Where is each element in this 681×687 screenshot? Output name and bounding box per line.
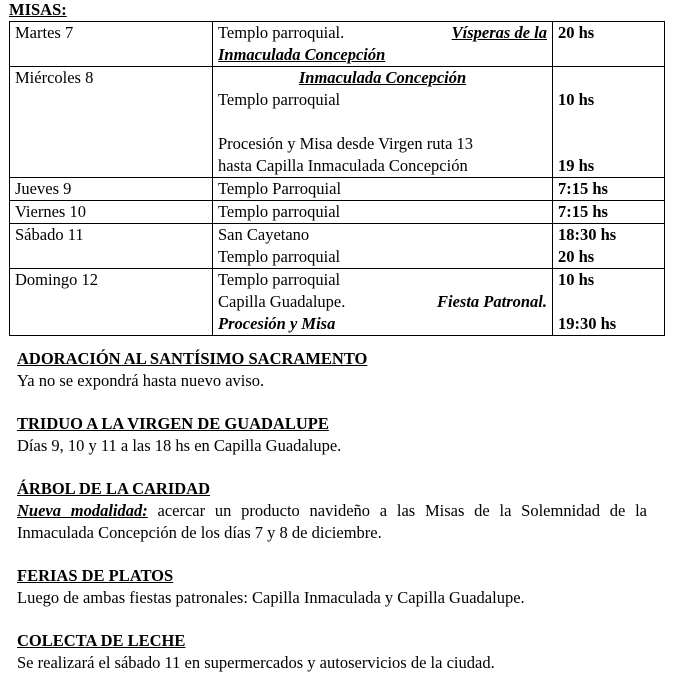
place-cell	[213, 269, 553, 336]
place-text: Templo parroquial	[218, 90, 341, 109]
table-row	[10, 269, 665, 336]
section-heading: COLECTA DE LECHE	[17, 631, 186, 650]
place-cell: Templo parroquial	[213, 201, 553, 224]
table-row	[10, 178, 665, 201]
place-text: Templo parroquial	[218, 247, 341, 266]
event-name: Procesión y Misa	[218, 314, 336, 333]
place-cell	[213, 22, 553, 67]
day-cell: Viernes 10	[10, 201, 213, 224]
table-row	[10, 67, 665, 178]
section-lead: Nueva modalidad:	[17, 501, 148, 520]
section-colecta	[17, 630, 647, 674]
section-heading: ADORACIÓN AL SANTÍSIMO SACRAMENTO	[17, 349, 368, 368]
place-text: Templo parroquial.	[218, 23, 345, 42]
section-adoracion	[17, 348, 647, 392]
time-cell	[553, 67, 665, 178]
section-ferias	[17, 565, 647, 609]
section-text	[17, 500, 647, 544]
time-cell	[553, 224, 665, 269]
table-row	[10, 22, 665, 67]
section-triduo	[17, 413, 647, 457]
place-cell	[213, 67, 553, 178]
place-text: Capilla Guadalupe.	[218, 292, 346, 311]
time-text: 20 hs	[558, 247, 595, 266]
time-text: 10 hs	[558, 90, 595, 109]
time-cell: 7:15 hs	[553, 178, 665, 201]
time-text: 10 hs	[558, 270, 595, 289]
section-body: acercar un producto navideño a las Misas de la Solemnidad de la Inmaculada Concepción de los días 7 y 8 de diciembre.	[17, 501, 647, 542]
section-text: Días 9, 10 y 11 a las 18 hs en Capilla Guadalupe.	[17, 436, 342, 455]
misas-table	[9, 21, 665, 336]
place-text: Procesión y Misa desde Virgen ruta 13	[218, 134, 474, 153]
day-cell: Martes 7	[10, 22, 213, 67]
time-text: 19 hs	[558, 156, 595, 175]
event-name: Vísperas de la	[451, 23, 547, 42]
section-text: Luego de ambas fiestas patronales: Capilla Inmaculada y Capilla Guadalupe.	[17, 588, 525, 607]
table-row	[10, 201, 665, 224]
event-heading: Inmaculada Concepción	[298, 68, 467, 87]
section-heading: ÁRBOL DE LA CARIDAD	[17, 479, 210, 498]
section-heading: TRIDUO A LA VIRGEN DE GUADALUPE	[17, 414, 329, 433]
place-cell	[213, 224, 553, 269]
time-text: 18:30 hs	[558, 225, 617, 244]
section-text: Ya no se expondrá hasta nuevo aviso.	[17, 371, 265, 390]
time-text: 19:30 hs	[558, 314, 617, 333]
place-cell: Templo Parroquial	[213, 178, 553, 201]
section-arbol	[17, 478, 647, 544]
misas-title: MISAS:	[9, 0, 67, 19]
time-cell: 7:15 hs	[553, 201, 665, 224]
place-text: San Cayetano	[218, 225, 310, 244]
event-name: Fiesta Patronal.	[436, 292, 547, 311]
day-cell: Sábado 11	[10, 224, 213, 269]
place-text: Templo parroquial	[218, 270, 341, 289]
section-text: Se realizará el sábado 11 en supermercados y autoservicios de la ciudad.	[17, 653, 495, 672]
event-name: Inmaculada Concepción	[218, 45, 386, 64]
time-cell: 20 hs	[553, 22, 665, 67]
day-cell: Domingo 12	[10, 269, 213, 336]
section-heading: FERIAS DE PLATOS	[17, 566, 174, 585]
day-cell: Miércoles 8	[10, 67, 213, 178]
table-row	[10, 224, 665, 269]
place-text: hasta Capilla Inmaculada Concepción	[218, 156, 468, 175]
day-cell: Jueves 9	[10, 178, 213, 201]
time-cell	[553, 269, 665, 336]
